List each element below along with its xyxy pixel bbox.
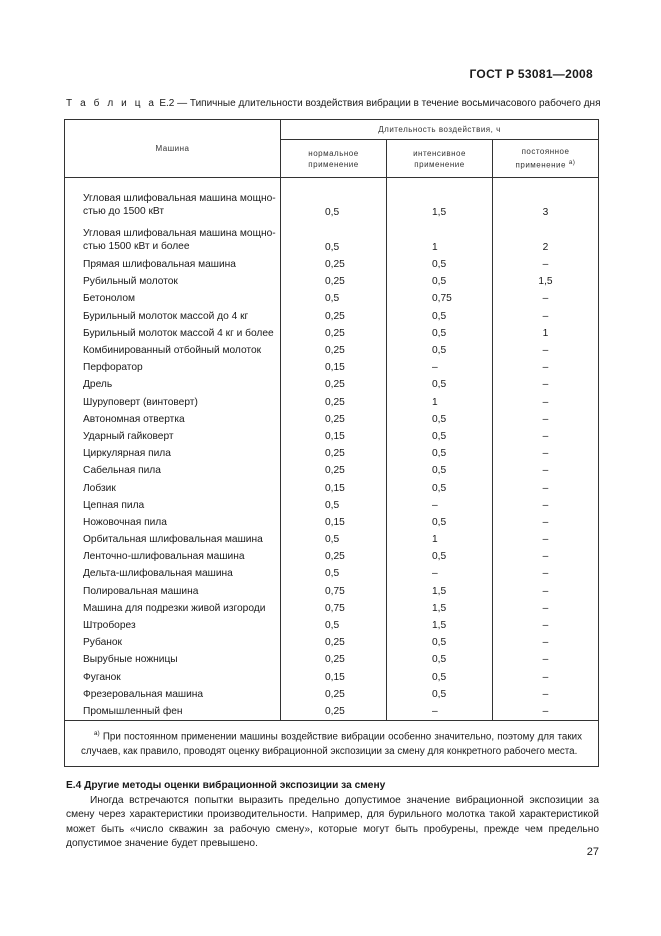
machine-name-cell: Сабельная пила <box>65 462 281 479</box>
table-row <box>65 497 599 514</box>
constant-duration-cell: – <box>493 308 599 325</box>
constant-duration-cell: – <box>493 479 599 496</box>
intensive-duration-cell: 0,5 <box>387 462 493 479</box>
machine-name-cell: Комбинированный отбойный молоток <box>65 342 281 359</box>
normal-duration-cell: 0,25 <box>281 462 387 479</box>
normal-duration-cell: 0,25 <box>281 651 387 668</box>
normal-duration-cell: 0,25 <box>281 376 387 393</box>
machine-name-cell: Дельта-шлифовальная машина <box>65 565 281 582</box>
normal-duration-cell: 0,25 <box>281 308 387 325</box>
intensive-duration-cell: – <box>387 565 493 582</box>
table-row <box>65 651 599 668</box>
table-row <box>65 445 599 462</box>
constant-duration-cell: – <box>493 583 599 600</box>
table-row <box>65 669 599 686</box>
normal-duration-cell: 0,5 <box>281 531 387 548</box>
machine-name-cell: Фуганок <box>65 669 281 686</box>
header-constant-footnote-mark: а) <box>568 159 576 167</box>
normal-duration-cell: 0,25 <box>281 634 387 651</box>
table-row <box>65 428 599 445</box>
table-row <box>65 703 599 721</box>
table-caption-title: Е.2 — Типичные длительности воздействия вибрации в течение восьмичасового рабочего дня <box>156 98 601 109</box>
table-row <box>65 256 599 273</box>
intensive-duration-cell: 0,5 <box>387 669 493 686</box>
intensive-duration-cell: 0,5 <box>387 479 493 496</box>
intensive-duration-cell: 0,5 <box>387 686 493 703</box>
intensive-duration-cell: – <box>387 359 493 376</box>
intensive-duration-cell: – <box>387 497 493 514</box>
constant-duration-cell: – <box>493 651 599 668</box>
table-row <box>65 634 599 651</box>
constant-duration-cell: – <box>493 394 599 411</box>
normal-duration-cell: 0,5 <box>281 186 387 221</box>
table-row <box>65 221 599 256</box>
section-paragraph: Иногда встречаются попытки выразить предельно допустимое значение вибрационной экспозиции за смену через характеристики производительности. Например, для бурильного молотка такой характеристикой может быть «число скважин за рабочую смену», которые могут быть пробурены, прежде чем предельно допустимое значение будет превышено. <box>66 794 599 850</box>
constant-duration-cell: 1,5 <box>493 273 599 290</box>
machine-name-cell: Ножовочная пила <box>65 514 281 531</box>
intensive-duration-cell: 1,5 <box>387 186 493 221</box>
constant-duration-cell: – <box>493 514 599 531</box>
table-row <box>65 342 599 359</box>
intensive-duration-cell: 0,5 <box>387 514 493 531</box>
machine-name-cell: Бурильный молоток массой до 4 кг <box>65 308 281 325</box>
normal-duration-cell: 0,25 <box>281 394 387 411</box>
machine-name-cell: Ударный гайковерт <box>65 428 281 445</box>
intensive-duration-cell: 1 <box>387 531 493 548</box>
table-row <box>65 290 599 307</box>
table-row <box>65 411 599 428</box>
intensive-duration-cell: 1,5 <box>387 617 493 634</box>
machine-name-cell: Бетонолом <box>65 290 281 307</box>
table-caption-prefix: Т а б л и ц а <box>66 98 157 109</box>
constant-duration-cell: – <box>493 497 599 514</box>
table-row <box>65 325 599 342</box>
table-row <box>65 531 599 548</box>
normal-duration-cell: 0,15 <box>281 514 387 531</box>
intensive-duration-cell: 0,75 <box>387 290 493 307</box>
machine-name-cell: Дрель <box>65 376 281 393</box>
constant-duration-cell: – <box>493 669 599 686</box>
intensive-duration-cell: 0,5 <box>387 548 493 565</box>
machine-name-cell: Ленточно-шлифовальная машина <box>65 548 281 565</box>
header-intensive: интенсивное применение <box>387 140 493 178</box>
table-row <box>65 514 599 531</box>
machine-name-cell: Лобзик <box>65 479 281 496</box>
table-row <box>65 376 599 393</box>
machine-name-cell: Бурильный молоток массой 4 кг и более <box>65 325 281 342</box>
table-caption <box>66 98 600 109</box>
machine-name-cell: Угловая шлифовальная машина мощно-стью 1500 кВт и более <box>65 221 281 256</box>
constant-duration-cell: – <box>493 548 599 565</box>
normal-duration-cell: 0,25 <box>281 703 387 721</box>
constant-duration-cell: 3 <box>493 186 599 221</box>
header-duration: Длительность воздействия, ч <box>281 120 599 140</box>
intensive-duration-cell: 0,5 <box>387 651 493 668</box>
constant-duration-cell: 2 <box>493 221 599 256</box>
normal-duration-cell: 0,5 <box>281 497 387 514</box>
constant-duration-cell: – <box>493 376 599 393</box>
table-row <box>65 308 599 325</box>
normal-duration-cell: 0,15 <box>281 428 387 445</box>
machine-name-cell: Циркулярная пила <box>65 445 281 462</box>
machine-name-cell: Машина для подрезки живой изгороди <box>65 600 281 617</box>
machine-name-cell: Перфоратор <box>65 359 281 376</box>
machine-name-cell: Рубанок <box>65 634 281 651</box>
intensive-duration-cell: 0,5 <box>387 273 493 290</box>
intensive-duration-cell: 0,5 <box>387 325 493 342</box>
machine-name-cell: Шуруповерт (винтоверт) <box>65 394 281 411</box>
normal-duration-cell: 0,25 <box>281 325 387 342</box>
intensive-duration-cell: 0,5 <box>387 411 493 428</box>
constant-duration-cell: – <box>493 634 599 651</box>
table-row <box>65 394 599 411</box>
machine-name-cell: Рубильный молоток <box>65 273 281 290</box>
constant-duration-cell: – <box>493 531 599 548</box>
machine-name-cell: Фрезеровальная машина <box>65 686 281 703</box>
table-body <box>65 178 599 721</box>
header-normal: нормальное применение <box>281 140 387 178</box>
table-row <box>65 686 599 703</box>
normal-duration-cell: 0,15 <box>281 359 387 376</box>
table-row <box>65 462 599 479</box>
table-row <box>65 186 599 221</box>
table-row <box>65 600 599 617</box>
constant-duration-cell: – <box>493 600 599 617</box>
constant-duration-cell: – <box>493 359 599 376</box>
constant-duration-cell: – <box>493 617 599 634</box>
normal-duration-cell: 0,5 <box>281 565 387 582</box>
intensive-duration-cell: 0,5 <box>387 445 493 462</box>
section-heading: Е.4 Другие методы оценки вибрационной экспозиции за смену <box>66 780 386 791</box>
header-constant-label: постоянное применение <box>515 147 570 170</box>
normal-duration-cell: 0,25 <box>281 411 387 428</box>
table-row <box>65 548 599 565</box>
machine-name-cell: Полировальная машина <box>65 583 281 600</box>
intensive-duration-cell: 0,5 <box>387 308 493 325</box>
intensive-duration-cell: 1 <box>387 394 493 411</box>
machine-name-cell: Угловая шлифовальная машина мощно-стью до 1500 кВт <box>65 186 281 221</box>
normal-duration-cell: 0,25 <box>281 256 387 273</box>
constant-duration-cell: – <box>493 462 599 479</box>
footnote-text: При постоянном применении машины воздействие вибрации особенно значительно, поэтому для таких случаев, как правило, проводят оценку вибрационной экспозиции за смену для конкретного рабочего места. <box>81 731 583 757</box>
normal-duration-cell: 0,5 <box>281 617 387 634</box>
intensive-duration-cell: – <box>387 703 493 721</box>
normal-duration-cell: 0,25 <box>281 548 387 565</box>
footnote-mark: а) <box>93 730 100 738</box>
intensive-duration-cell: 0,5 <box>387 256 493 273</box>
vibration-duration-table <box>64 119 599 767</box>
table-row <box>65 479 599 496</box>
machine-name-cell: Цепная пила <box>65 497 281 514</box>
table-row <box>65 273 599 290</box>
machine-name-cell: Автономная отвертка <box>65 411 281 428</box>
constant-duration-cell: – <box>493 256 599 273</box>
normal-duration-cell: 0,5 <box>281 221 387 256</box>
machine-name-cell: Промышленный фен <box>65 703 281 721</box>
section-e4 <box>66 779 599 852</box>
intensive-duration-cell: 0,5 <box>387 634 493 651</box>
machine-name-cell: Штроборез <box>65 617 281 634</box>
constant-duration-cell: 1 <box>493 325 599 342</box>
header-machine: Машина <box>65 120 281 178</box>
machine-name-cell: Вырубные ножницы <box>65 651 281 668</box>
table-row <box>65 583 599 600</box>
normal-duration-cell: 0,5 <box>281 290 387 307</box>
normal-duration-cell: 0,25 <box>281 686 387 703</box>
constant-duration-cell: – <box>493 445 599 462</box>
intensive-duration-cell: 1 <box>387 221 493 256</box>
constant-duration-cell: – <box>493 686 599 703</box>
normal-duration-cell: 0,15 <box>281 479 387 496</box>
normal-duration-cell: 0,75 <box>281 583 387 600</box>
intensive-duration-cell: 0,5 <box>387 342 493 359</box>
machine-name-cell: Орбитальная шлифовальная машина <box>65 531 281 548</box>
normal-duration-cell: 0,75 <box>281 600 387 617</box>
intensive-duration-cell: 0,5 <box>387 376 493 393</box>
normal-duration-cell: 0,15 <box>281 669 387 686</box>
page-number: 27 <box>586 846 599 858</box>
intensive-duration-cell: 1,5 <box>387 600 493 617</box>
table-row <box>65 565 599 582</box>
constant-duration-cell: – <box>493 290 599 307</box>
document-id: ГОСТ Р 53081—2008 <box>469 67 593 81</box>
normal-duration-cell: 0,25 <box>281 273 387 290</box>
constant-duration-cell: – <box>493 411 599 428</box>
intensive-duration-cell: 0,5 <box>387 428 493 445</box>
table-row <box>65 617 599 634</box>
normal-duration-cell: 0,25 <box>281 445 387 462</box>
constant-duration-cell: – <box>493 703 599 721</box>
table-row <box>65 359 599 376</box>
machine-name-cell: Прямая шлифовальная машина <box>65 256 281 273</box>
constant-duration-cell: – <box>493 342 599 359</box>
intensive-duration-cell: 1,5 <box>387 583 493 600</box>
normal-duration-cell: 0,25 <box>281 342 387 359</box>
constant-duration-cell: – <box>493 565 599 582</box>
constant-duration-cell: – <box>493 428 599 445</box>
table-footnote <box>65 721 599 767</box>
header-constant <box>493 140 599 178</box>
